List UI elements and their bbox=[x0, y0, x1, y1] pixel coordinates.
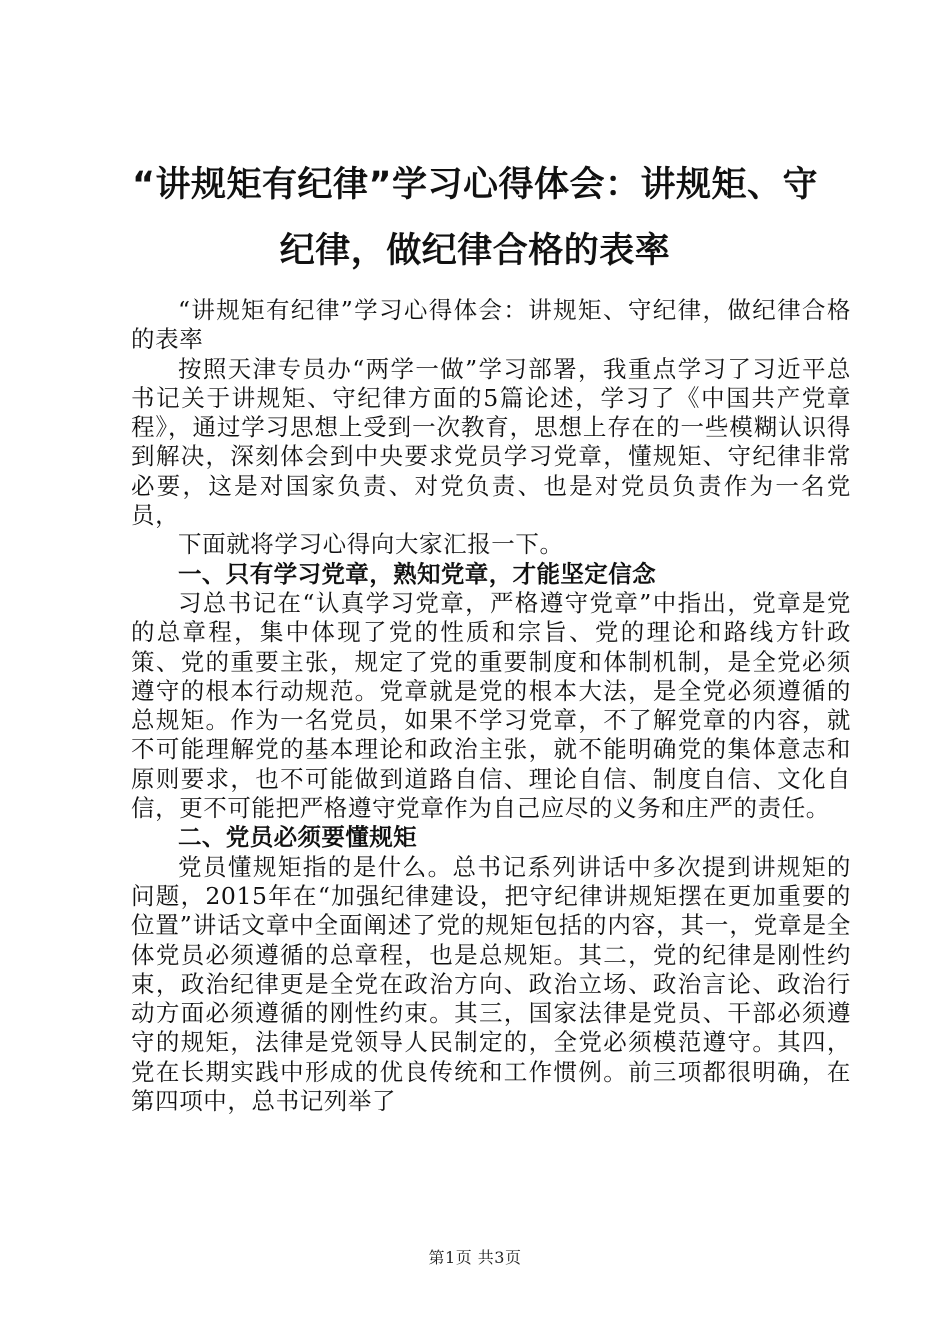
page-footer: 第1页 共3页 bbox=[428, 1248, 522, 1267]
document-title: “讲规矩有纪律”学习心得体会：讲规矩、守纪律，做纪律合格的表率 bbox=[131, 165, 818, 271]
body-paragraph: 习总书记在“认真学习党章，严格遵守党章”中指出，党章是党的总章程，集中体现了党的性质和宗旨、党的理论和路线方针政策、党的重要主张，规定了党的重要制度和体制机制，是全党必须遵守的根本行动规范。党章就是党的根本大法，是全党必须遵循的总规矩。作为一名党员，如果不学习党章，不了解党章的内容，就不可能理解党的基本理论和政治主张，就不能明确党的集体意志和原则要求，也不可能做到道路自信、理论自信、制度自信、文化自信，更不可能把严格遵守党章作为自己应尽的义务和庄严的责任。 bbox=[131, 588, 851, 823]
section-heading: 一、只有学习党章，熟知党章，才能坚定信念 bbox=[178, 559, 656, 588]
body-paragraph: “讲规矩有纪律”学习心得体会：讲规矩、守纪律，做纪律合格的表率 bbox=[131, 296, 851, 354]
body-paragraph: 按照天津专员办“两学一做”学习部署，我重点学习了习近平总书记关于讲规矩、守纪律方面的5篇论述，学习了《中国共产党章程》，通过学习思想上受到一次教育，思想上存在的一些模糊认识得到解决，深刻体会到中央要求党员学习党章，懂规矩、守纪律非常必要，这是对国家负责、对党负责、也是对党员负责作为一名党员， bbox=[131, 354, 851, 530]
body-paragraph: 党员懂规矩指的是什么。总书记系列讲话中多次提到讲规矩的问题，2015年在“加强纪律建设，把守纪律讲规矩摆在更加重要的位置”讲话文章中全面阐述了党的规矩包括的内容，其一，党章是全体党员必须遵循的总章程，也是总规矩。其二，党的纪律是刚性约束，政治纪律更是全党在政治方向、政治立场、政治言论、政治行动方面必须遵循的刚性约束。其三，国家法律是党员、干部必须遵守的规矩，法律是党领导人民制定的，全党必须模范遵守。其四，党在长期实践中形成的优良传统和工作惯例。前三项都很明确，在第四项中，总书记列举了 bbox=[131, 852, 851, 1116]
section-heading: 二、党员必须要懂规矩 bbox=[178, 823, 417, 852]
body-paragraph: 下面就将学习心得向大家汇报一下。 bbox=[178, 530, 564, 559]
document-body bbox=[131, 296, 851, 1116]
